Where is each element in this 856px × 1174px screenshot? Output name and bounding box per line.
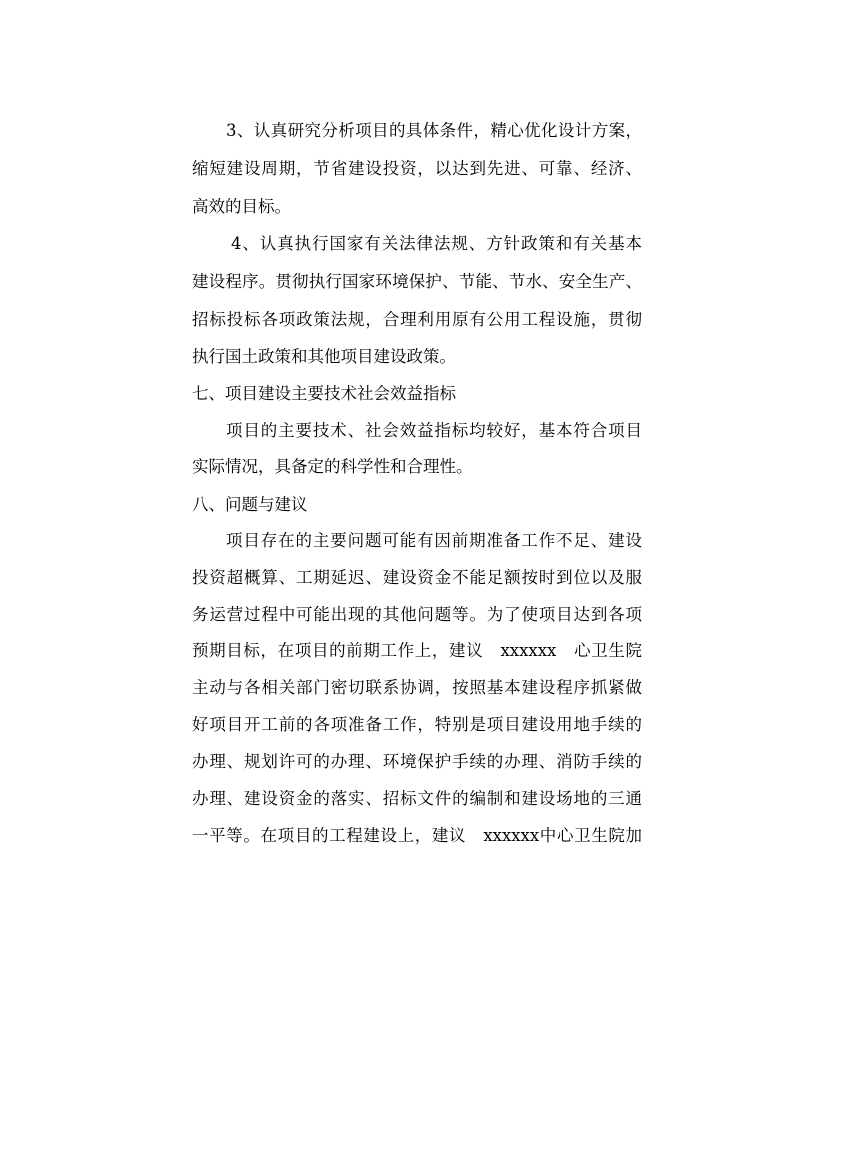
section-8-heading: 八、问题与建议 xyxy=(192,495,308,514)
paragraph-4-line-3: 招标投标各项政策法规，合理利用原有公用工程设施，贯彻 xyxy=(192,310,642,329)
section-7-line-2: 实际情况，具备定的科学性和合理性。 xyxy=(192,457,473,476)
section-8-line-4: 预期目标，在项目的前期工作上，建议 xxxxxx 心卫生院 xyxy=(192,641,642,660)
paragraph-4-line-4: 执行国土政策和其他项目建设政策。 xyxy=(192,347,456,366)
section-8-line-3: 务运营过程中可能出现的其他问题等。为了使项目达到各项 xyxy=(192,605,642,624)
section-8-line-5: 主动与各相关部门密切联系协调，按照基本建设程序抓紧做 xyxy=(192,678,642,697)
section-8-line-8: 办理、建设资金的落实、招标文件的编制和建设场地的三通 xyxy=(192,789,642,808)
section-7-heading: 七、项目建设主要技术社会效益指标 xyxy=(192,384,456,403)
section-7-line-1: 项目的主要技术、社会效益指标均较好，基本符合项目 xyxy=(226,421,642,440)
section-8-line-6: 好项目开工前的各项准备工作，特别是项目建设用地手续的 xyxy=(192,715,642,734)
section-8-line-2: 投资超概算、工期延迟、建设资金不能足额按时到位以及服 xyxy=(192,568,642,587)
section-8-line-7: 办理、规划许可的办理、环境保护手续的办理、消防手续的 xyxy=(192,752,642,771)
section-8-line-1: 项目存在的主要问题可能有因前期准备工作不足、建设 xyxy=(226,531,642,550)
paragraph-3-line-1: 3、认真研究分析项目的具体条件，精心优化设计方案， xyxy=(226,121,642,140)
paragraph-3-line-3: 高效的目标。 xyxy=(192,197,291,216)
paragraph-4-line-2: 建设程序。贯彻执行国家环境保护、节能、节水、安全生产、 xyxy=(192,272,642,291)
paragraph-4-line-1: 4、认真执行国家有关法律法规、方针政策和有关基本 xyxy=(231,234,642,253)
section-8-line-9: 一平等。在项目的工程建设上，建议 xxxxxx中心卫生院加 xyxy=(192,826,642,845)
paragraph-3-line-2: 缩短建设周期，节省建设投资，以达到先进、可靠、经济、 xyxy=(192,159,642,178)
